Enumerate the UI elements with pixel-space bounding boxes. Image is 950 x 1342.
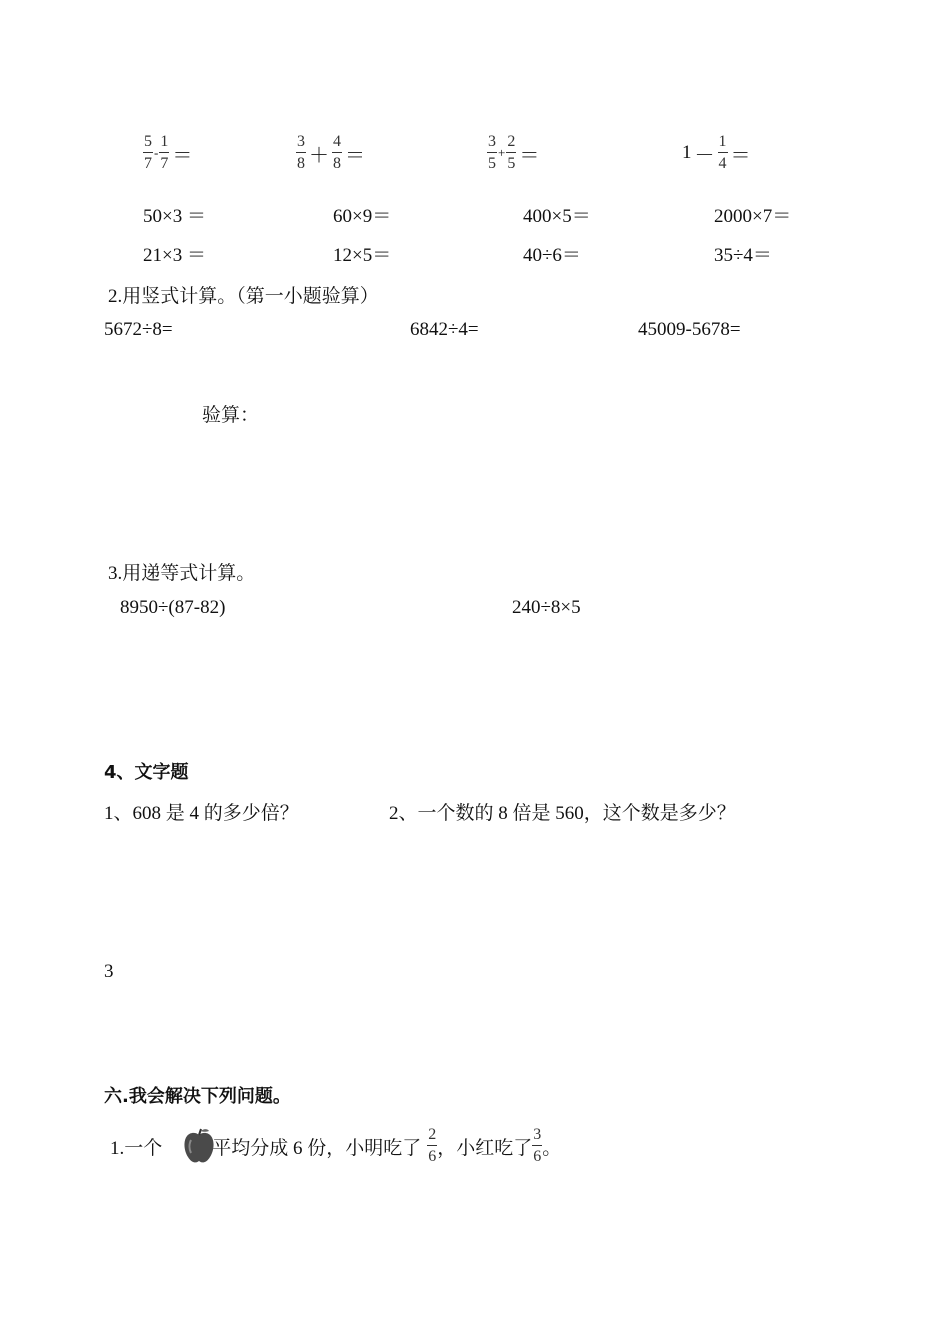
fraction-expr-1: $\frac{5}{7}$ - $\frac{1}{7}$ ＝ (144, 133, 193, 172)
calc-item: 21×3 ＝ (143, 245, 206, 266)
section-2-title: 2.用竖式计算。（第一小题验算） (108, 286, 379, 307)
fraction-expr-2: $\frac{3}{8}$ ＋ $\frac{4}{8}$ ＝ (297, 133, 365, 172)
calc-item: 60×9＝ (333, 206, 392, 227)
vertical-calc-problem: 5672÷8= (104, 319, 173, 340)
calc-item: 40÷6＝ (523, 245, 581, 266)
calc-item: 2000×7＝ (714, 206, 792, 227)
fraction-expr-4: 1 － $\frac{1}{4}$ ＝ (682, 133, 751, 172)
section-3-title: 3.用递等式计算。 (108, 563, 256, 584)
fraction-expr-3: $\frac{3}{5}$ + $\frac{2}{5}$ ＝ (488, 133, 540, 172)
section-6-title: 六.我会解决下列问题。 (104, 1086, 291, 1107)
fraction: $\frac{1}{7}$ (160, 133, 169, 172)
word-problem: 1、608 是 4 的多少倍？ (104, 803, 299, 824)
calc-item: 400×5＝ (523, 206, 591, 227)
calc-item: 35÷4＝ (714, 245, 772, 266)
fraction: $\frac{5}{7}$ (144, 133, 152, 172)
fraction: $\frac{3}{8}$ (297, 133, 305, 172)
fraction: $\frac{3}{6}$ (533, 1126, 542, 1165)
step-calc-problem: 240÷8×5 (512, 597, 581, 618)
section-4-title: 4、文字题 (104, 762, 189, 783)
vertical-calc-problem: 6842÷4= (410, 319, 479, 340)
step-calc-problem: 8950÷(87-82) (120, 597, 226, 618)
fraction: $\frac{3}{5}$ (488, 133, 496, 172)
fraction: $\frac{4}{8}$ (333, 133, 341, 172)
fraction: $\frac{2}{6}$ (428, 1126, 437, 1165)
calc-item: 12×5＝ (333, 245, 392, 266)
word-problem: 2、一个数的 8 倍是 560，这个数是多少？ (389, 803, 736, 824)
fraction: $\frac{1}{4}$ (718, 133, 727, 172)
calc-item: 50×3 ＝ (143, 206, 206, 227)
problem-6-1: 1.一个 平均分成 6 份，小明吃了 $\frac{2}{6}$ ，小红吃了 $\frac{3}{6}$ 。 (110, 1126, 562, 1165)
check-label: 验算： (202, 405, 260, 426)
fraction: $\frac{2}{5}$ (507, 133, 516, 172)
vertical-calc-problem: 45009-5678= (638, 319, 741, 340)
stray-number: 3 (104, 961, 114, 982)
